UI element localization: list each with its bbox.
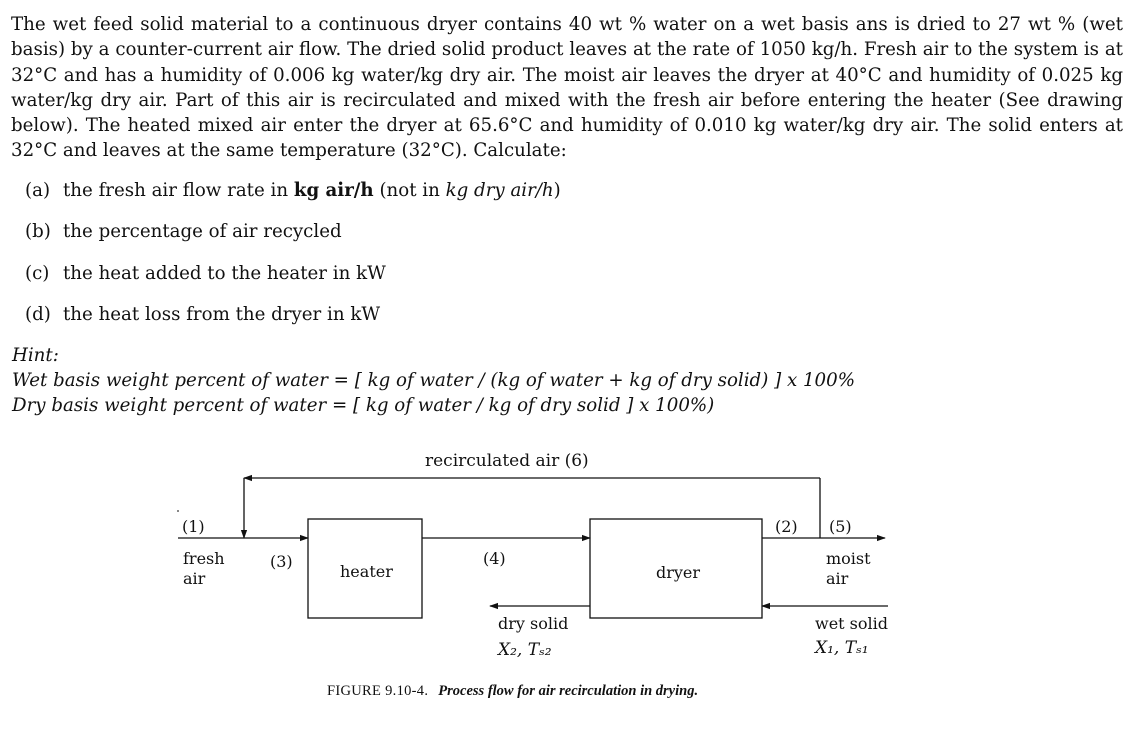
question-text: the fresh air flow rate in [63, 180, 294, 201]
moist-air-label: air [826, 569, 849, 588]
hint-title: Hint: [12, 345, 59, 366]
dry-solid-vars: X₂, Tₛ₂ [498, 640, 552, 660]
question-unit-alt: kg dry air/h [445, 180, 554, 201]
question-label: (b) [25, 221, 51, 242]
moist-label: moist [826, 549, 871, 568]
question-label: (c) [25, 263, 50, 284]
stream-3-label: (3) [270, 552, 293, 571]
wet-solid-vars: X₁, Tₛ₁ [815, 638, 869, 658]
question-text: the heat added to the heater in kW [63, 263, 386, 284]
question-c [25, 263, 386, 284]
problem-statement: The wet feed solid material to a continuous dryer contains 40 wt % water on a wet basis ans is dried to 27 wt % (wet basis) by a counter-current air flow. The dried solid product leaves at the rate of 1050 kg/h. Fresh air to the system is at 32°C and has a humidity of 0.006 kg water/kg dry air. The moist air leaves the dryer at 40°C and humidity of 0.025 kg water/kg dry air. Part of this air is recirculated and mixed with the fresh air before entering the heater (See drawing below). The heated mixed air enter the dryer at 65.6°C and humidity of 0.010 kg water/kg dry air. The solid enters at 32°C and leaves at the same temperature (32°C). Calculate: [11, 14, 1123, 162]
dry-solid-label: dry solid [498, 614, 569, 633]
figure-number: FIGURE 9.10-4. [327, 683, 429, 699]
question-b [25, 221, 342, 242]
question-label: (d) [25, 304, 51, 325]
question-text: the heat loss from the dryer in kW [63, 304, 381, 325]
figure-caption-text: Process flow for air recirculation in drying. [438, 683, 699, 699]
hint-line-dry-basis: Dry basis weight percent of water = [ kg of water / kg of dry solid ] x 100%) [12, 395, 715, 416]
dryer-label: dryer [656, 563, 701, 582]
heater-label: heater [340, 562, 393, 581]
question-close: ) [553, 180, 561, 201]
wet-solid-label: wet solid [815, 614, 888, 633]
stream-4-label: (4) [483, 549, 506, 568]
recirculated-air-label: recirculated air (6) [425, 451, 589, 471]
stream-1-label: (1) [182, 517, 205, 536]
stream-2-label: (2) [775, 517, 798, 536]
question-unit: kg air/h [293, 180, 374, 201]
question-label: (a) [25, 180, 51, 201]
question-d [25, 304, 380, 325]
question-a [25, 180, 561, 201]
question-text: the percentage of air recycled [63, 221, 342, 242]
fresh-label: fresh [183, 549, 225, 568]
question-text-tail: (not in [373, 180, 446, 201]
hint-line-wet-basis: Wet basis weight percent of water = [ kg of water / (kg of water + kg of dry solid) ] x 100% [12, 370, 855, 391]
figure-caption [327, 683, 698, 700]
fresh-air-label: air [183, 569, 206, 588]
stream-5-label: (5) [829, 517, 852, 536]
